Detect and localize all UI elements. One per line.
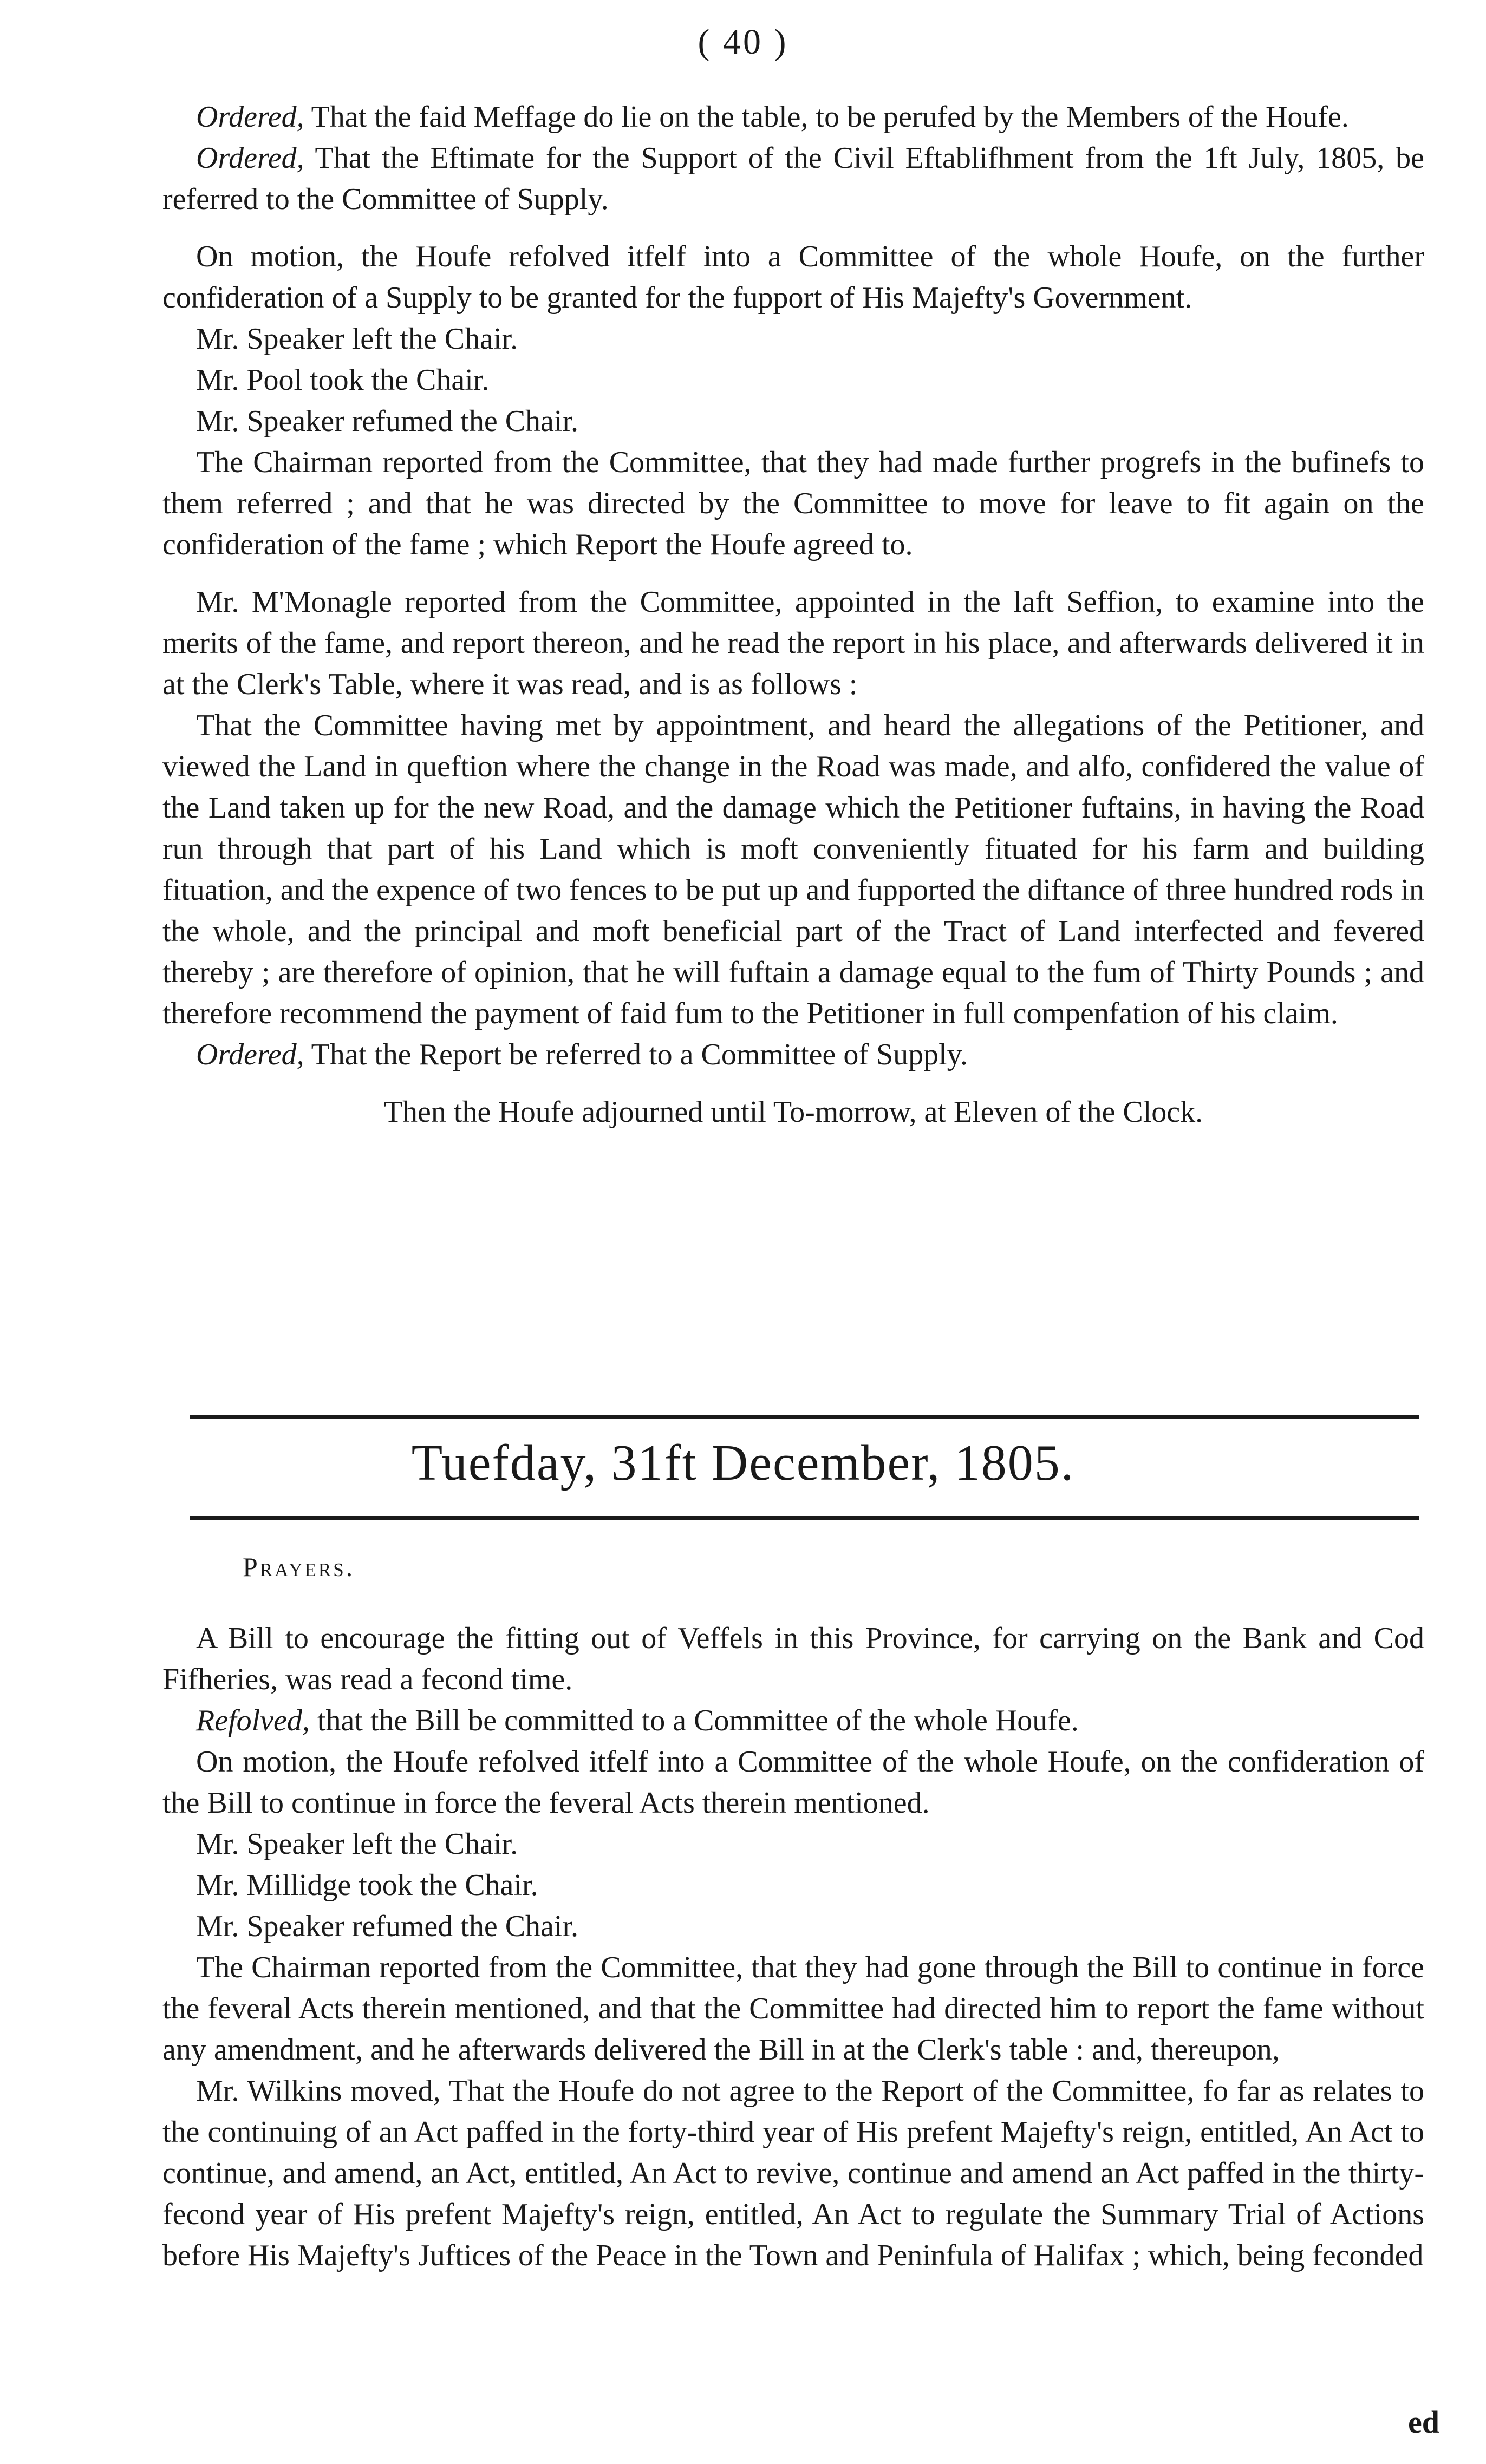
paragraph-chairman-report: The Chairman reported from the Committee, that they had made further progrefs in the bufinefs to them referred ; and that he was directed by the Committee to move for leave to fit again on the confideration of the fame ; which Report the Houfe agreed to.	[162, 446, 1424, 561]
paragraph-motion-acts: On motion, the Houfe refolved itfelf into a Committee of the whole Houfe, on the confideration of the Bill to continue in force the feveral Acts therein mentioned.	[162, 1745, 1424, 1820]
paragraph-motion-supply: On motion, the Houfe refolved itfelf into a Committee of the whole Houfe, on the further confideration of a Supply to be granted for the fupport of His Majefty's Government.	[162, 240, 1424, 315]
paragraph-ordered-estimate: Ordered, That the Eftimate for the Support of the Civil Eftablifhment from the 1ft July, 1805, be referred to the Committee of Supply.	[162, 141, 1424, 216]
paragraph-chairman-report-2: The Chairman reported from the Committee, that they had gone through the Bill to continue in force the feveral Acts therein mentioned, and that the Committee had directed him to report the fame without any amendment, and he afterwards delivered the Bill in at the Clerk's table : and, thereupon,	[162, 1951, 1424, 2067]
double-rule-bottom	[190, 1516, 1419, 1520]
line-speaker-left: Mr. Speaker left the Chair.	[196, 322, 518, 356]
line-millidge-chair: Mr. Millidge took the Chair.	[196, 1868, 538, 1902]
date-heading: Tuefday, 31ft December, 1805.	[411, 1435, 1075, 1491]
paragraph-committee-findings: That the Committee having met by appointment, and heard the allegations of the Petitioner, and viewed the Land in queftion where the change in the Road was made, and alfo, confidered the value of the Land taken up for the new Road, and the damage which the Petitioner fuftains, in having the Road run through that part of his Land which is moft conveniently fituated for his farm and building fituation, and the expence of two fences to be put up and fupported the diftance of three hundred rods in the whole, and the principal and moft beneficial part of the Tract of Land interfected and fevered thereby ; are therefore of opinion, that he will fuftain a damage equal to the fum of Thirty Pounds ; and therefore recommend the payment of faid fum to the Petitioner in full compenfation of his claim.	[162, 709, 1424, 1030]
paragraph-adjourned: Then the Houfe adjourned until To-morrow, at Eleven of the Clock.	[383, 1095, 1203, 1129]
paragraph-ordered-report: Ordered, That the Report be referred to a Committee of Supply.	[196, 1038, 968, 1071]
upper-section	[162, 96, 1424, 1133]
catchword: ed	[1408, 2404, 1439, 2440]
double-rule-top	[190, 1415, 1419, 1419]
line-speaker-resumed-2: Mr. Speaker refumed the Chair.	[196, 1910, 579, 1943]
page-number: ( 40 )	[698, 22, 788, 62]
line-pool-chair: Mr. Pool took the Chair.	[196, 363, 490, 397]
paragraph-wilkins-motion: Mr. Wilkins moved, That the Houfe do not agree to the Report of the Committee, fo far as relates to the continuing of an Act paffed in the forty-third year of His prefent Majefty's reign, entitled, An Act to continue, and amend, an Act, entitled, An Act to revive, continue and amend an Act paffed in the thirty-fecond year of His prefent Majefty's reign, entitled, An Act to regulate the Summary Trial of Actions before His Majefty's Juftices of the Peace in the Town and Peninfula of Halifax ; which, being feconded	[162, 2074, 1424, 2272]
line-speaker-left-2: Mr. Speaker left the Chair.	[196, 1827, 518, 1861]
prayers-label: Prayers.	[243, 1552, 355, 1582]
paragraph-mmonagle-report: Mr. M'Monagle reported from the Committee, appointed in the laft Seffion, to examine into the merits of the fame, and report thereon, and he read the report in his place, and afterwards delivered it in at the Clerk's Table, where it was read, and is as follows :	[162, 585, 1424, 701]
paragraph-fisheries-bill: A Bill to encourage the fitting out of Veffels in this Province, for carrying on the Bank and Cod Fifheries, was read a fecond time.	[162, 1622, 1424, 1696]
paragraph-ordered-message: Ordered, That the faid Meffage do lie on the table, to be perufed by the Members of the Houfe.	[196, 100, 1349, 134]
lower-section	[162, 1618, 1424, 2276]
paragraph-resolved: Refolved, that the Bill be committed to a Committee of the whole Houfe.	[196, 1704, 1079, 1737]
line-speaker-resumed: Mr. Speaker refumed the Chair.	[196, 404, 579, 438]
